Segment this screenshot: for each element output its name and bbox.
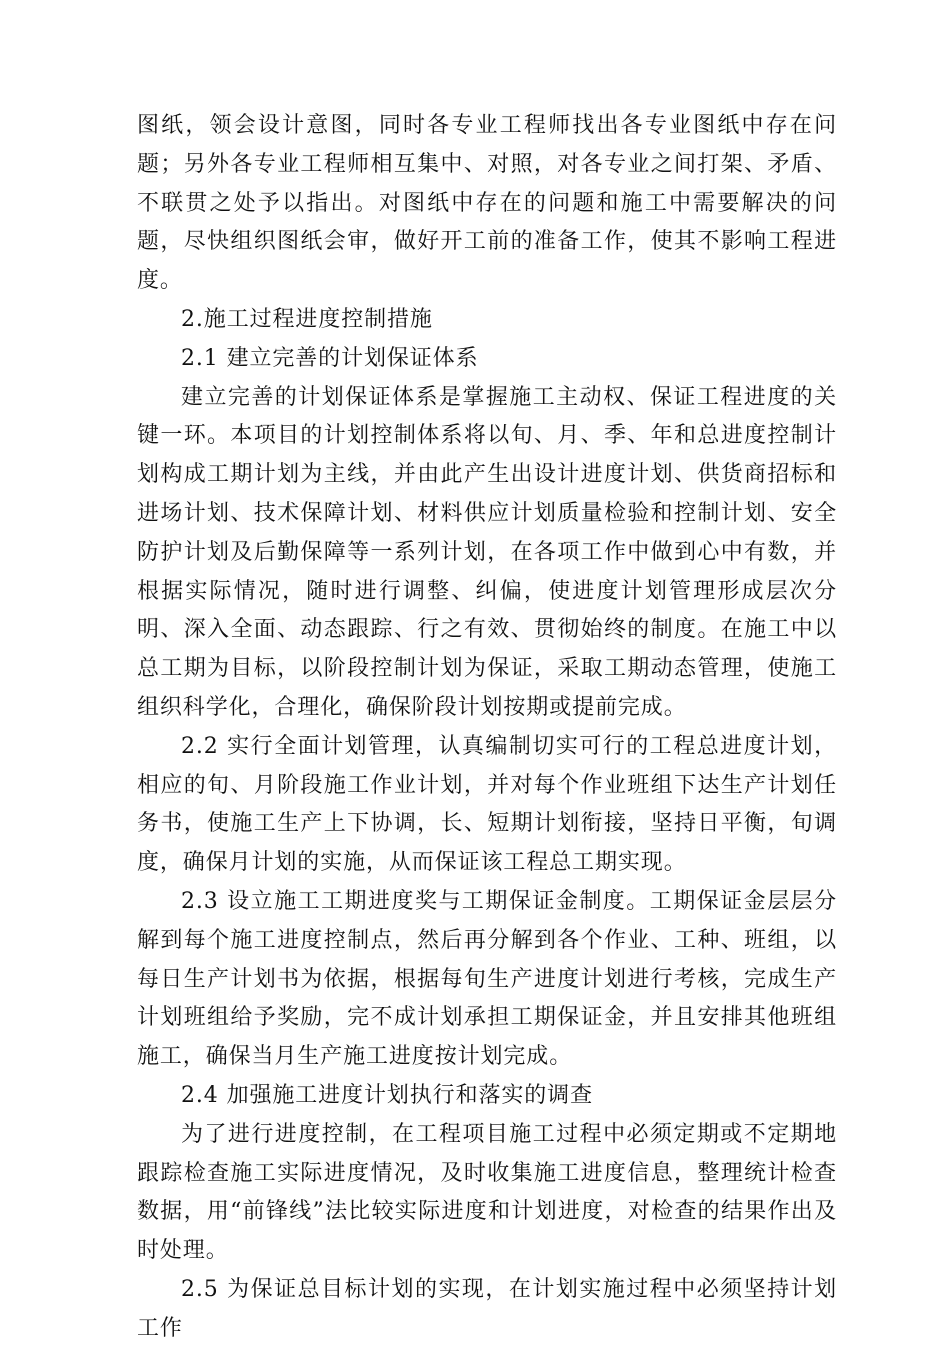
document-body [137,107,837,1349]
paragraph-2-3: 2.3 设立施工工期进度奖与工期保证金制度。工期保证金层层分解到每个施工进度控制点，然后再分解到各个作业、工种、班组，以每日生产计划书为依据，根据每旬生产进度计划进行考核，完成生产计划班组给予奖励，完不成计划承担工期保证金，并且安排其他班组施工，确保当月生产施工进度按计划完成。 [137,888,837,1070]
paragraph-plan-system: 建立完善的计划保证体系是掌握施工主动权、保证工程进度的关键一环。本项目的计划控制体系将以旬、月、季、年和总进度控制计划构成工期计划为主线，并由此产生出设计进度计划、供货商招标和进场计划、技术保障计划、材料供应计划质量检验和控制计划、安全防护计划及后勤保障等一系列计划，在各项工作中做到心中有数，并根据实际情况，随时进行调整、纠偏，使进度计划管理形成层次分明、深入全面、动态跟踪、行之有效、贯彻始终的制度。在施工中以总工期为目标，以阶段控制计划为保证，采取工期动态管理，使施工组织科学化，合理化，确保阶段计划按期或提前完成。 [137,384,837,720]
subsection-heading-2-1: 2.1 建立完善的计划保证体系 [181,345,479,371]
paragraph-2-2: 2.2 实行全面计划管理，认真编制切实可行的工程总进度计划，相应的旬、月阶段施工作业计划，并对每个作业班组下达生产计划任务书，使施工生产上下协调，长、短期计划衔接，坚持日平衡，旬调度，确保月计划的实施，从而保证该工程总工期实现。 [137,733,837,876]
section-heading-2: 2.施工过程进度控制措施 [181,306,433,332]
paragraph-progress-control: 为了进行进度控制，在工程项目施工过程中必须定期或不定期地跟踪检查施工实际进度情况，及时收集施工进度信息，整理统计检查数据，用“前锋线”法比较实际进度和计划进度，对检查的结果作出及时处理。 [137,1121,837,1264]
subsection-heading-2-4: 2.4 加强施工进度计划执行和落实的调查 [181,1082,593,1108]
paragraph-continuation: 图纸，领会设计意图，同时各专业工程师找出各专业图纸中存在问题；另外各专业工程师相互集中、对照，对各专业之间打架、矛盾、不联贯之处予以指出。对图纸中存在的问题和施工中需要解决的问题，尽快组织图纸会审，做好开工前的准备工作，使其不影响工程进度。 [137,113,837,294]
paragraph-2-5: 2.5 为保证总目标计划的实现，在计划实施过程中必须坚持计划工作 [137,1276,837,1341]
